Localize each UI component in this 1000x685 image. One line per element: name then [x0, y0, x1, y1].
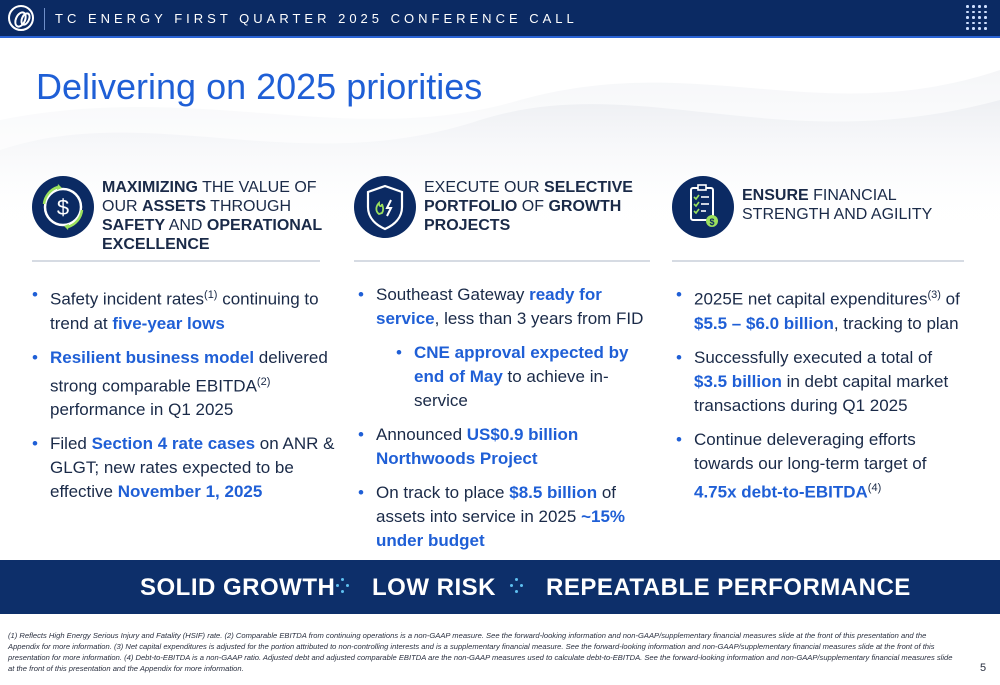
tagline-banner — [0, 560, 1000, 614]
dots-separator-icon — [510, 578, 524, 594]
list-item: • Safety incident rates$^{(1)}$ continuing to trend at five-year lows — [32, 283, 337, 336]
checklist-dollar-icon — [672, 176, 734, 238]
list-item: • Southeast Gateway ready for service, less than 3 years from FID — [358, 283, 653, 331]
dollar-cycle-icon — [32, 176, 94, 238]
banner-item-low-risk: LOW RISK — [372, 574, 496, 601]
dots-separator-icon — [336, 578, 350, 594]
dot-grid-icon — [966, 5, 990, 33]
column3-divider — [672, 260, 964, 262]
shield-energy-icon — [354, 176, 416, 238]
svg-text:$: $ — [709, 217, 715, 227]
tc-energy-logo-icon — [8, 5, 34, 31]
column3-heading: ENSURE FINANCIAL STRENGTH AND AGILITY — [742, 187, 933, 223]
list-item: • Resilient business model delivered strong comparable EBITDA$^{(2)}$ performance in Q1 2025 — [32, 346, 337, 423]
list-item: • On track to place $8.5 billion of assets into service in 2025 ~15% under budget — [358, 481, 653, 553]
list-item: • Filed Section 4 rate cases on ANR & GLGT; new rates expected to be effective November 1, 2025 — [32, 432, 337, 504]
list-item: • Announced US$0.9 billion Northwoods Project — [358, 423, 653, 471]
header-divider — [44, 8, 45, 30]
list-item: • CNE approval expected by end of May to achieve in-service — [396, 341, 653, 413]
column2-heading: EXECUTE OUR SELECTIVE PORTFOLIO OF GROWTH PROJECTS — [424, 179, 633, 234]
svg-text:$: $ — [56, 195, 70, 220]
header-bar — [0, 0, 1000, 38]
page-number: 5 — [980, 662, 987, 674]
banner-item-solid-growth: SOLID GROWTH — [140, 574, 336, 601]
header-title: TC ENERGY FIRST QUARTER 2025 CONFERENCE CALL — [55, 11, 578, 26]
column2-divider — [354, 260, 650, 262]
column1-bullets — [32, 283, 337, 514]
column2-bullets — [358, 283, 653, 563]
footnote: (1) Reflects High Energy Serious Injury and Fatality (HSIF) rate. (2) Comparable EBITDA from continuing operations is a non-GAAP measure. See the forward-looking information and non-GAAP/supplementary financial measures slide at the front of this presentation and the Appendix for more information. (3) Net capital expenditures is adjusted for the portion attributed to non-controlling interests and is a supplementary financial measure. See the forward-looking information and non-GAAP/supplementary financial measures slide at the front of this presentation for more information. (4) Debt-to-EBITDA is a non-GAAP ratio. Adjusted debt and adjusted comparable EBITDA are the non-GAAP measures used to calculate debt-to-EBITDA. See the forward-looking information and non-GAAP/supplementary financial measures slide at the front of this presentation and the Appendix for more information. — [8, 631, 953, 673]
banner-item-repeatable-performance: REPEATABLE PERFORMANCE — [546, 574, 911, 601]
column3-bullets — [676, 283, 966, 514]
list-item: • Successfully executed a total of $3.5 billion in debt capital market transactions during Q1 2025 — [676, 346, 966, 418]
slide-title: Delivering on 2025 priorities — [36, 66, 483, 107]
list-item: • 2025E net capital expenditures$^{(3)}$ of $5.5 – $6.0 billion, tracking to plan — [676, 283, 966, 336]
list-item: • Continue deleveraging efforts towards our long-term target of 4.75x debt-to-EBITDA$^{(4)}$ — [676, 428, 966, 505]
column1-heading: MAXIMIZING THE VALUE OF OUR ASSETS THROUGH SAFETY AND OPERATIONAL EXCELLENCE — [102, 179, 322, 253]
column1-divider — [32, 260, 320, 262]
